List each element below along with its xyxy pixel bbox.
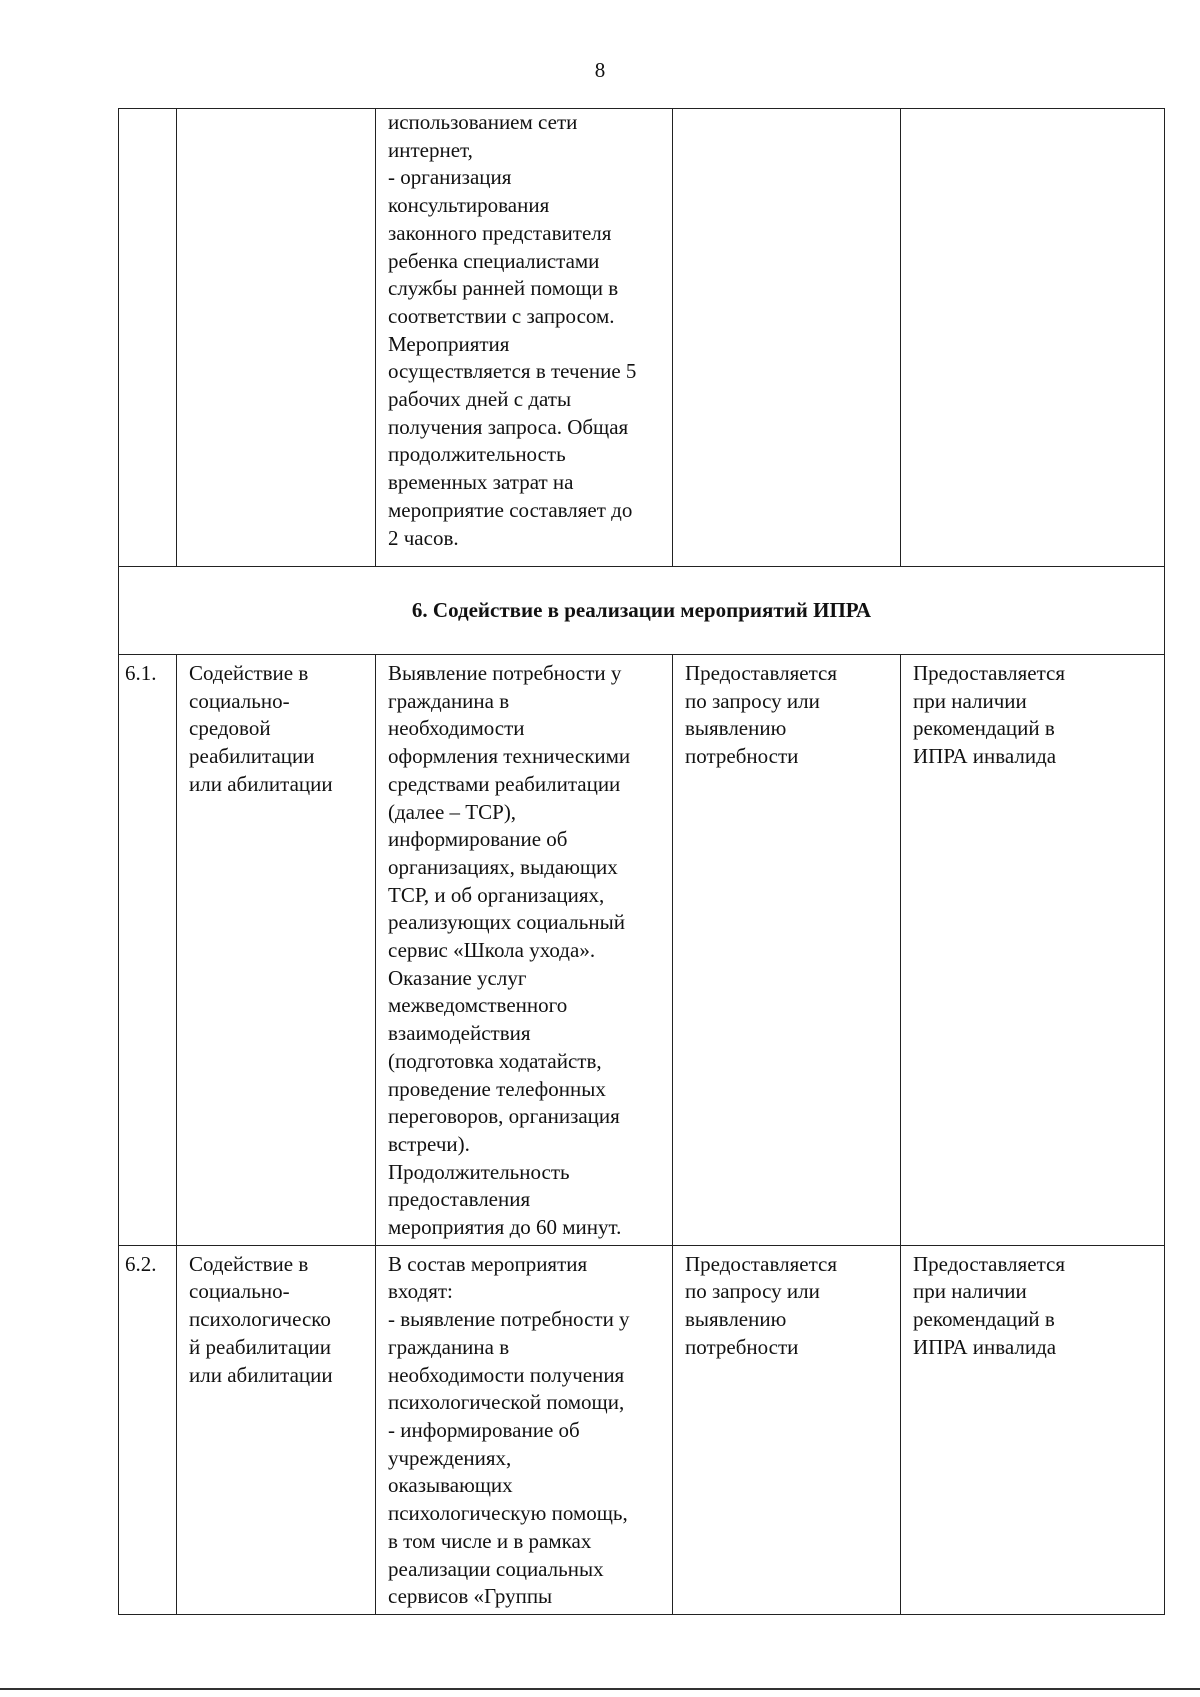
row-description (376, 655, 673, 1246)
row-name-text: Содействие в социально- психологическо й реабилитации или абилитации (189, 1251, 333, 1387)
continuation-row (119, 109, 1165, 567)
condition-cell (901, 109, 1165, 567)
row-condition-text: Предоставляется при наличии рекомендаций в ИПРА инвалида (913, 661, 1066, 769)
row-condition-text: Предоставляется при наличии рекомендаций в ИПРА инвалида (913, 1251, 1066, 1359)
row-condition (901, 1245, 1165, 1614)
row-description-text: В состав мероприятия входят: - выявление потребности у гражданина в необходимости получения психологической помощи, - информирование об учреждениях, оказывающих психологическую помощь, в том числе и в рамках реализации социальных сервисов «Группы (388, 1251, 630, 1609)
provision-cell (673, 109, 901, 567)
row-number: 6.2. (119, 1245, 177, 1614)
services-table (118, 108, 1165, 1615)
name-cell (177, 109, 376, 567)
page-number: 8 (594, 58, 606, 82)
description-text: использованием сети интернет, - организация консультирования законного представителя ребенка специалистами службы ранней помощи в соответствии с запросом. Мероприятия осуществляется в течение 5 рабочих дней с даты получения запроса. Общая продолжительность временных затрат на мероприятие составляет до 2 часов. (388, 110, 637, 550)
row-provision (673, 655, 901, 1246)
table-row (119, 1245, 1165, 1614)
table-row (119, 655, 1165, 1246)
row-description (376, 1245, 673, 1614)
number-cell (119, 109, 177, 567)
row-number: 6.1. (119, 655, 177, 1246)
row-provision-text: Предоставляется по запросу или выявлению потребности (685, 661, 838, 769)
row-name (177, 655, 376, 1246)
row-provision (673, 1245, 901, 1614)
row-name (177, 1245, 376, 1614)
row-name-text: Содействие в социально- средовой реабилитации или абилитации (189, 661, 333, 796)
section-heading: 6. Содействие в реализации мероприятий ИПРА (119, 567, 1165, 655)
row-condition (901, 655, 1165, 1246)
bottom-divider (0, 1688, 1200, 1690)
row-description-text: Выявление потребности у гражданина в необходимости оформления техническими средствами реабилитации (далее – ТСР), информирование об организациях, выдающих ТСР, и об организациях, реализующих социальный сервис «Школа ухода». Оказание услуг межведомственного взаимодействия (подготовка ходатайств, проведение телефонных переговоров, организация встречи). Продолжительность предоставления мероприятия до 60 минут. (388, 661, 631, 1240)
section-row (119, 567, 1165, 655)
description-cell (376, 109, 673, 567)
row-provision-text: Предоставляется по запросу или выявлению потребности (685, 1251, 838, 1359)
